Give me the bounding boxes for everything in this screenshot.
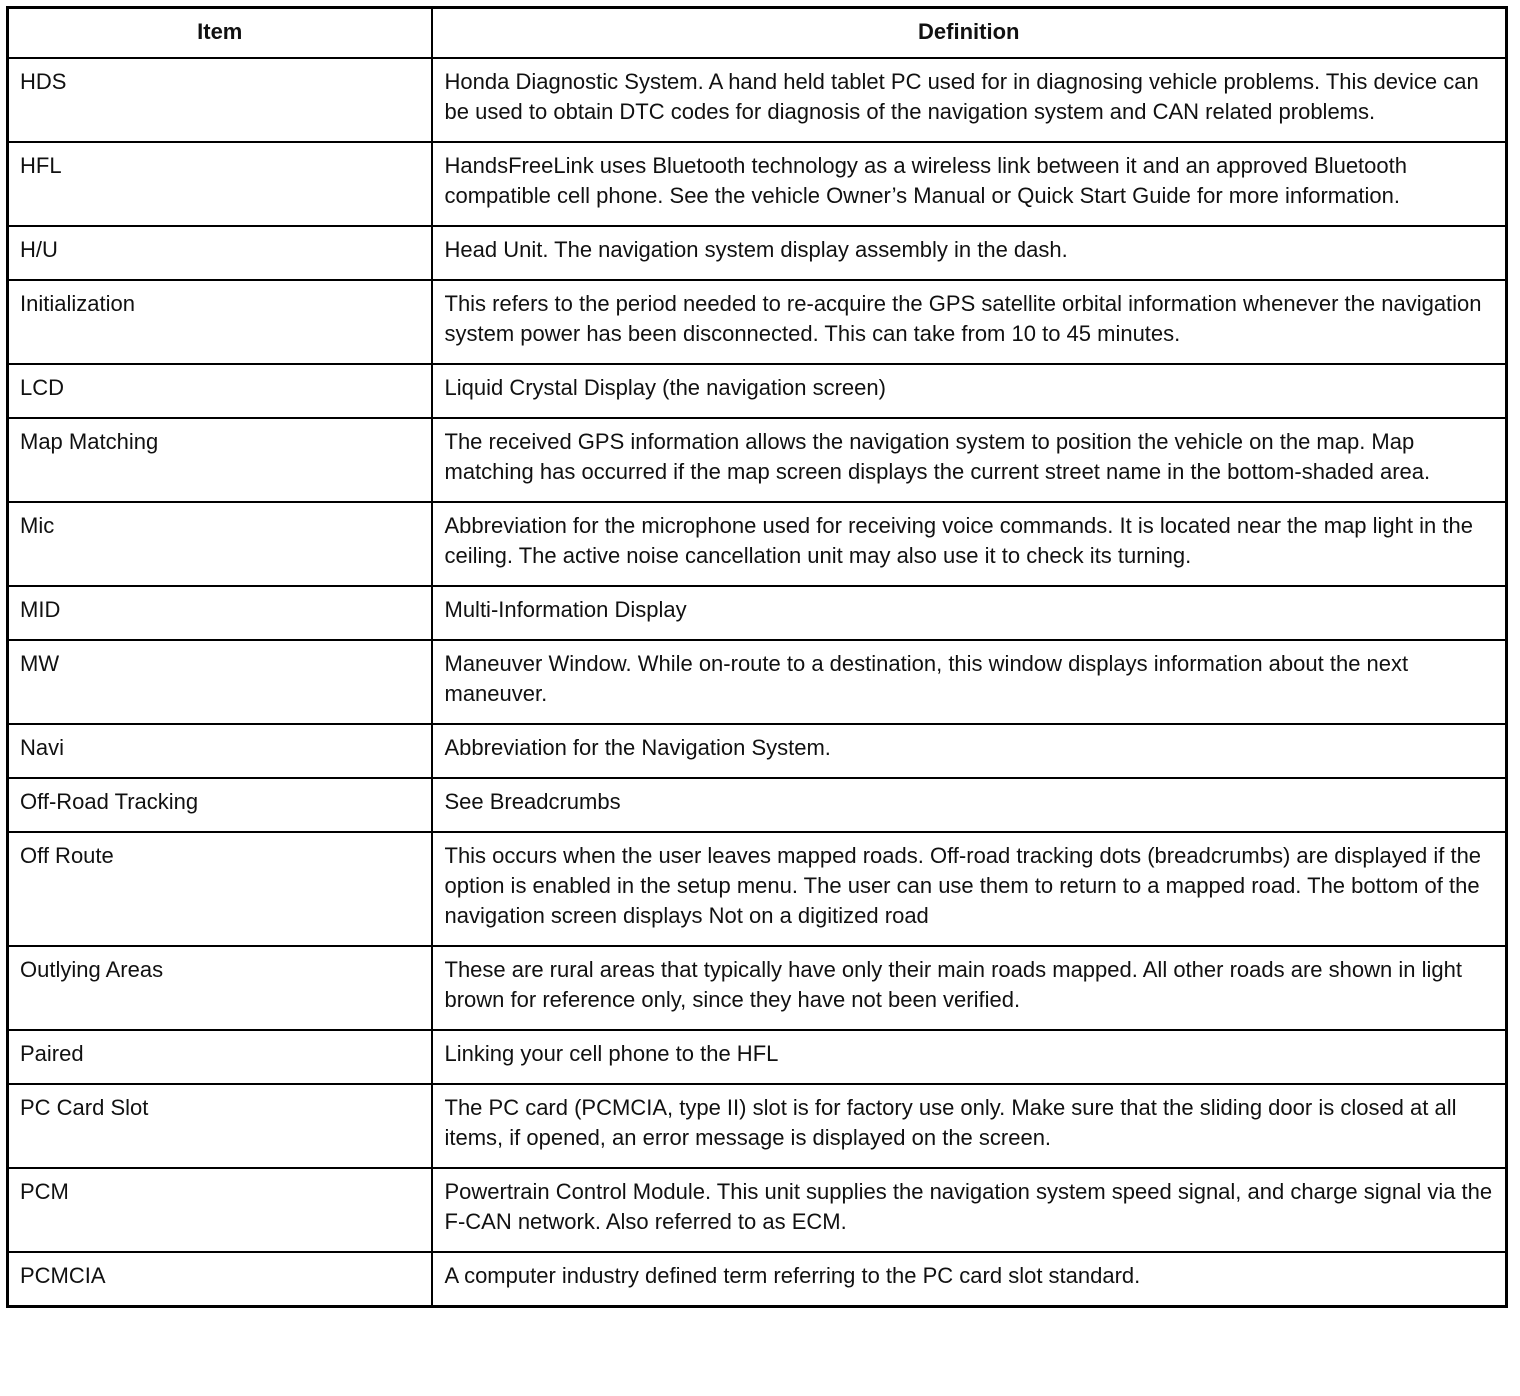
item-cell: MW <box>8 640 432 724</box>
definition-cell: The received GPS information allows the navigation system to position the vehicle on the map. Map matching has occurred if the map screen displays the current street name in the bottom-shaded area. <box>432 418 1507 502</box>
item-cell: Off-Road Tracking <box>8 778 432 832</box>
item-cell: Map Matching <box>8 418 432 502</box>
definition-cell: Honda Diagnostic System. A hand held tablet PC used for in diagnosing vehicle problems. This device can be used to obtain DTC codes for diagnosis of the navigation system and CAN related problems. <box>432 58 1507 142</box>
item-cell: Outlying Areas <box>8 946 432 1030</box>
table-row <box>8 1168 1507 1252</box>
header-row <box>8 8 1507 58</box>
item-cell: Navi <box>8 724 432 778</box>
item-cell: Initialization <box>8 280 432 364</box>
table-row <box>8 1084 1507 1168</box>
definition-cell: Abbreviation for the Navigation System. <box>432 724 1507 778</box>
table-row <box>8 778 1507 832</box>
definition-cell: The PC card (PCMCIA, type II) slot is for factory use only. Make sure that the sliding door is closed at all items, if opened, an error message is displayed on the screen. <box>432 1084 1507 1168</box>
item-cell: PCM <box>8 1168 432 1252</box>
definition-cell: HandsFreeLink uses Bluetooth technology as a wireless link between it and an approved Bluetooth compatible cell phone. See the vehicle Owner’s Manual or Quick Start Guide for more information. <box>432 142 1507 226</box>
item-column-header: Item <box>8 8 432 58</box>
table-header <box>8 8 1507 58</box>
table-row <box>8 832 1507 946</box>
table-row <box>8 280 1507 364</box>
table-row <box>8 1030 1507 1084</box>
item-cell: HFL <box>8 142 432 226</box>
definition-cell: Powertrain Control Module. This unit supplies the navigation system speed signal, and charge signal via the F-CAN network. Also referred to as ECM. <box>432 1168 1507 1252</box>
item-cell: H/U <box>8 226 432 280</box>
item-cell: Paired <box>8 1030 432 1084</box>
definition-cell: See Breadcrumbs <box>432 778 1507 832</box>
definition-cell: Liquid Crystal Display (the navigation screen) <box>432 364 1507 418</box>
table-row <box>8 364 1507 418</box>
item-cell: Off Route <box>8 832 432 946</box>
definition-cell: A computer industry defined term referring to the PC card slot standard. <box>432 1252 1507 1307</box>
definition-column-header: Definition <box>432 8 1507 58</box>
item-cell: LCD <box>8 364 432 418</box>
definition-cell: Head Unit. The navigation system display assembly in the dash. <box>432 226 1507 280</box>
definition-cell: These are rural areas that typically have only their main roads mapped. All other roads are shown in light brown for reference only, since they have not been verified. <box>432 946 1507 1030</box>
definition-cell: This refers to the period needed to re-acquire the GPS satellite orbital information whenever the navigation system power has been disconnected. This can take from 10 to 45 minutes. <box>432 280 1507 364</box>
glossary-table <box>6 6 1508 1308</box>
table-row <box>8 142 1507 226</box>
table-row <box>8 946 1507 1030</box>
table-body <box>8 58 1507 1307</box>
item-cell: PCMCIA <box>8 1252 432 1307</box>
table-row <box>8 1252 1507 1307</box>
definition-cell: Multi-Information Display <box>432 586 1507 640</box>
table-row <box>8 418 1507 502</box>
table-row <box>8 586 1507 640</box>
definition-cell: This occurs when the user leaves mapped roads. Off-road tracking dots (breadcrumbs) are displayed if the option is enabled in the setup menu. The user can use them to return to a mapped road. The bottom of the navigation screen displays Not on a digitized road <box>432 832 1507 946</box>
table-row <box>8 640 1507 724</box>
table-row <box>8 502 1507 586</box>
item-cell: HDS <box>8 58 432 142</box>
definition-cell: Maneuver Window. While on-route to a destination, this window displays information about the next maneuver. <box>432 640 1507 724</box>
item-cell: Mic <box>8 502 432 586</box>
definition-cell: Linking your cell phone to the HFL <box>432 1030 1507 1084</box>
item-cell: PC Card Slot <box>8 1084 432 1168</box>
table-row <box>8 724 1507 778</box>
definition-cell: Abbreviation for the microphone used for receiving voice commands. It is located near the map light in the ceiling. The active noise cancellation unit may also use it to check its turning. <box>432 502 1507 586</box>
item-cell: MID <box>8 586 432 640</box>
table-row <box>8 226 1507 280</box>
table-row <box>8 58 1507 142</box>
